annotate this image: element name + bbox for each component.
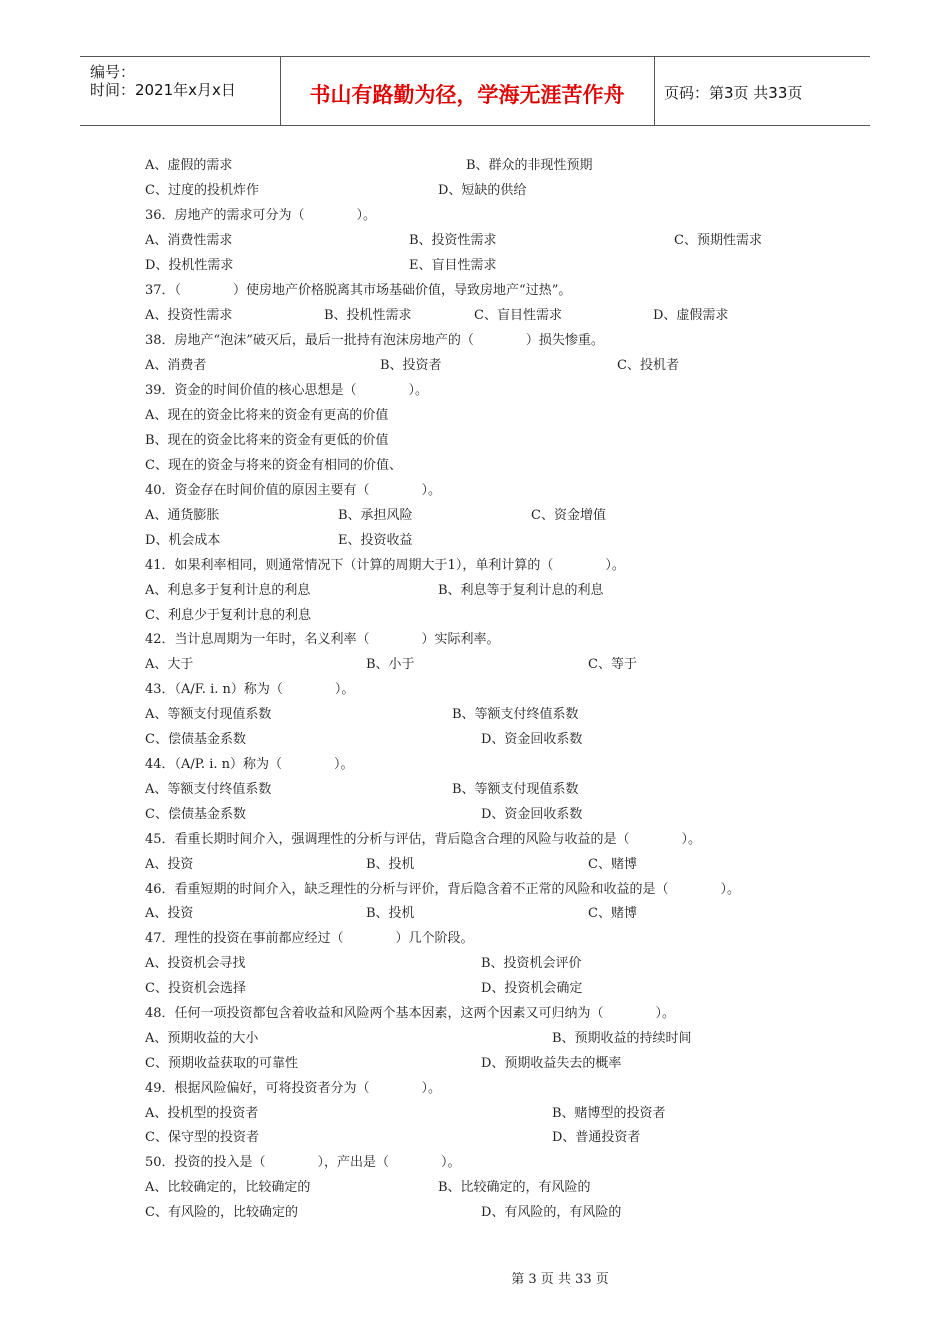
option-text: C、偿债基金系数 [145,732,246,747]
question-line [0,381,950,401]
options-line [0,705,950,725]
question-text: 39．资金的时间价值的核心思想是（ ）。 [145,383,429,398]
option-text: B、预期收益的持续时间 [552,1031,692,1046]
question-line [0,929,950,949]
option-text: C、预期性需求 [674,233,762,248]
option-text: A、消费者 [145,358,207,373]
option-text: A、投资机会寻找 [145,956,246,971]
options-line [0,1104,950,1124]
question-line [0,1153,950,1173]
option-text: B、等额支付终值系数 [452,707,579,722]
option-text: A、投资 [145,906,194,921]
question-line [0,331,950,351]
question-line [0,880,950,900]
option-text: C、等于 [588,657,637,672]
option-text: C、偿债基金系数 [145,807,246,822]
question-line [0,630,950,650]
question-text: 44．（A/P. i. n）称为（ ）。 [145,757,354,772]
question-line [0,281,950,301]
option-text: D、有风险的，有风险的 [481,1205,622,1220]
option-text: D、短缺的供给 [438,183,527,198]
document-number-label: 编号： [90,63,136,81]
options-line [0,606,950,626]
options-line [0,780,950,800]
header-motto: 书山有路勤为径，学海无涯苦作舟 [309,83,625,107]
option-text: C、利息少于复利计息的利息 [145,608,311,623]
options-line [0,581,950,601]
question-text: 49．根据风险偏好，可将投资者分为（ ）。 [145,1081,442,1096]
options-line [0,406,950,426]
options-line [0,1054,950,1074]
question-line [0,830,950,850]
question-text: 46．看重短期的时间介入，缺乏理性的分析与评价，背后隐含着不正常的风险和收益的是（ ）。 [145,882,741,897]
options-line [0,655,950,675]
options-line [0,1128,950,1148]
option-text: B、现在的资金比将来的资金有更低的价值 [145,433,389,448]
options-line [0,181,950,201]
question-text: 50．投资的投入是（ ），产出是（ ）。 [145,1155,461,1170]
option-text: C、赌博 [588,857,637,872]
options-line [0,730,950,750]
options-line [0,1178,950,1198]
option-text: D、普通投资者 [552,1130,641,1145]
options-line [0,456,950,476]
question-text: 47．理性的投资在事前都应经过（ ）几个阶段。 [145,931,474,946]
question-text: 43．（A/F. i. n）称为（ ）。 [145,682,355,697]
option-text: E、盲目性需求 [409,258,497,273]
options-line [0,979,950,999]
header-page-info: 页码：第3页 共33页 [664,84,803,102]
options-line [0,256,950,276]
options-line [0,306,950,326]
option-text: C、有风险的，比较确定的 [145,1205,298,1220]
question-line [0,1079,950,1099]
option-text: A、等额支付现值系数 [145,707,272,722]
option-text: D、预期收益失去的概率 [481,1056,622,1071]
options-line [0,431,950,451]
option-text: A、比较确定的，比较确定的 [145,1180,311,1195]
question-line [0,556,950,576]
options-line [0,805,950,825]
option-text: A、等额支付终值系数 [145,782,272,797]
option-text: A、大于 [145,657,194,672]
question-text: 42．当计息周期为一年时，名义利率（ ）实际利率。 [145,632,500,647]
option-text: B、投机 [366,857,415,872]
option-text: C、资金增值 [531,508,606,523]
options-line [0,1203,950,1223]
option-text: B、赌博型的投资者 [552,1106,666,1121]
page-header [80,56,870,126]
header-motto-cell [280,57,655,125]
option-text: A、通货膨胀 [145,508,220,523]
options-line [0,954,950,974]
option-text: C、过度的投机炸作 [145,183,259,198]
option-text: E、投资收益 [338,533,413,548]
header-meta-cell [80,57,281,125]
option-text: C、盲目性需求 [474,308,562,323]
option-text: B、等额支付现值系数 [452,782,579,797]
option-text: B、群众的非现性预期 [466,158,593,173]
option-text: B、小于 [366,657,415,672]
option-text: C、投机者 [617,358,679,373]
option-text: D、投资机会确定 [481,981,583,996]
option-text: C、投资机会选择 [145,981,246,996]
option-text: D、投机性需求 [145,258,234,273]
option-text: D、机会成本 [145,533,221,548]
question-line [0,755,950,775]
option-text: A、投资 [145,857,194,872]
option-text: D、资金回收系数 [481,732,583,747]
question-text: 36．房地产的需求可分为（ ）。 [145,208,377,223]
header-page-cell [654,57,870,125]
question-text: 38．房地产“泡沫”破灭后，最后一批持有泡沫房地产的（ ）损失惨重。 [145,333,604,348]
options-line [0,156,950,176]
option-text: A、利息多于复利计息的利息 [145,583,311,598]
question-text: 41．如果利率相同，则通常情况下（计算的周期大于1），单利计算的（ ）。 [145,558,625,573]
option-text: B、投资机会评价 [481,956,582,971]
question-line [0,481,950,501]
option-text: D、虚假需求 [653,308,729,323]
question-text: 48．任何一项投资都包含着收益和风险两个基本因素，这两个因素又可归纳为（ ）。 [145,1006,676,1021]
option-text: B、利息等于复利计息的利息 [438,583,604,598]
option-text: B、投机 [366,906,415,921]
question-text: 45．看重长期时间介入，强调理性的分析与评估，背后隐含合理的风险与收益的是（ ）。 [145,832,702,847]
options-line [0,356,950,376]
option-text: A、投资性需求 [145,308,233,323]
question-line [0,680,950,700]
option-text: C、赌博 [588,906,637,921]
options-line [0,506,950,526]
option-text: C、保守型的投资者 [145,1130,259,1145]
option-text: C、现在的资金与将来的资金有相同的价值、 [145,458,402,473]
option-text: B、承担风险 [338,508,413,523]
option-text: D、资金回收系数 [481,807,583,822]
option-text: B、比较确定的，有风险的 [438,1180,591,1195]
option-text: B、投机性需求 [324,308,412,323]
options-line [0,855,950,875]
option-text: A、消费性需求 [145,233,233,248]
option-text: A、预期收益的大小 [145,1031,259,1046]
option-text: A、现在的资金比将来的资金有更高的价值 [145,408,389,423]
question-line [0,206,950,226]
document-date-label: 时间：2021年x月x日 [90,81,236,99]
option-text: B、投资者 [380,358,442,373]
question-text: 37．（ ）使房地产价格脱离其市场基础价值，导致房地产“过热”。 [145,283,572,298]
options-line [0,1029,950,1049]
option-text: B、投资性需求 [409,233,497,248]
question-line [0,1004,950,1024]
option-text: A、虚假的需求 [145,158,233,173]
page-footer: 第 3 页 共 33 页 [511,1272,609,1287]
options-line [0,231,950,251]
options-line [0,904,950,924]
option-text: C、预期收益获取的可靠性 [145,1056,298,1071]
option-text: A、投机型的投资者 [145,1106,259,1121]
question-text: 40．资金存在时间价值的原因主要有（ ）。 [145,483,442,498]
options-line [0,531,950,551]
